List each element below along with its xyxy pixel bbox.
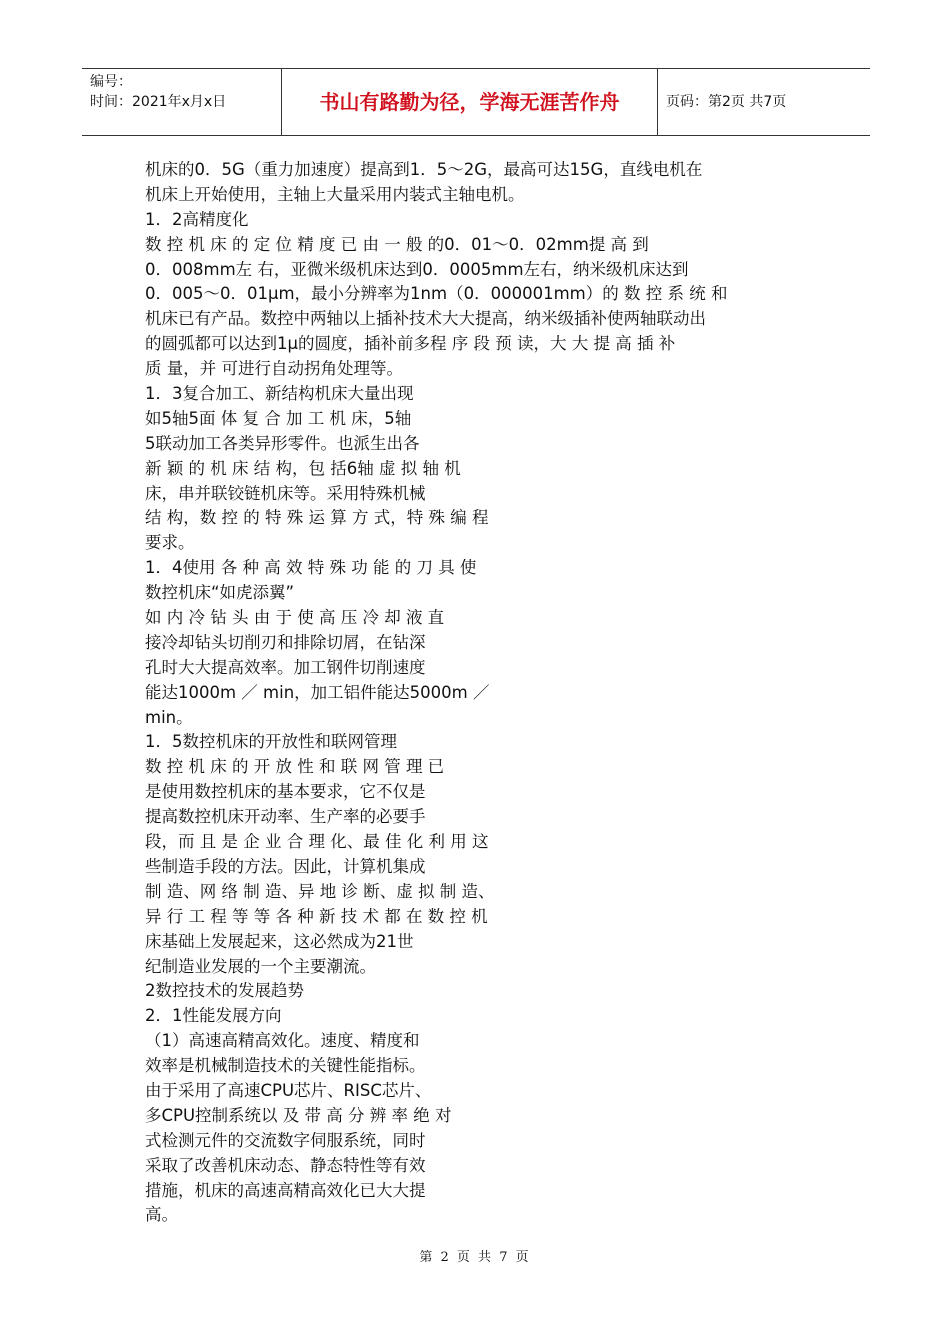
body-line: 质 量，并 可进行自动拐角处理等。 [145, 359, 403, 379]
body-line: 结 构，数 控 的 特 殊 运 算 方 式，特 殊 编 程 [145, 508, 489, 528]
body-line: 异 行 工 程 等 等 各 种 新 技 术 都 在 数 控 机 [145, 906, 488, 926]
header-page-code: 页码：第2页 共7页 [666, 94, 787, 110]
body-line: 是使用数控机床的基本要求，它不仅是 [145, 782, 426, 802]
header-meta [82, 69, 282, 135]
body-line: 采取了改善机床动态、静态特性等有效 [145, 1155, 426, 1175]
body-line: 如5轴5面 体 复 合 加 工 机 床，5轴 [145, 408, 412, 428]
body-line: 式检测元件的交流数字伺服系统，同时 [145, 1130, 426, 1150]
body-line: 机床上开始使用，主轴上大量采用内装式主轴电机。 [145, 184, 525, 204]
body-line: 床，串并联铰链机床等。采用特殊机械 [145, 483, 426, 503]
body-line: 0．005～0．01μm，最小分辨率为1nm（0．000001mm）的 数 控 系 统 和 [145, 284, 728, 304]
body-line: 机床已有产品。数控中两轴以上插补技术大大提高，纳米级插补使两轴联动出 [145, 309, 706, 329]
body-line: 要求。 [145, 533, 195, 553]
body-line: 段，而 且 是 企 业 合 理 化、最 佳 化 利 用 这 [145, 832, 489, 852]
body-line: 接冷却钻头切削刃和排除切屑，在钻深 [145, 632, 426, 652]
body-line: 数 控 机 床 的 开 放 性 和 联 网 管 理 已 [145, 757, 445, 777]
body-line: 1．2高精度化 [145, 209, 249, 229]
body-line: （1）高速高精高效化。速度、精度和 [145, 1031, 420, 1051]
body-line: 由于采用了高速CPU芯片、RISC芯片、 [145, 1080, 432, 1100]
page-footer: 第 2 页 共 7 页 [419, 1250, 531, 1265]
body-line: 如 内 冷 钻 头 由 于 使 高 压 冷 却 液 直 [145, 608, 445, 628]
body-line: 纪制造业发展的一个主要潮流。 [145, 956, 376, 976]
body-line: 数控机床“如虎添翼” [145, 583, 295, 603]
body-line: 机床的0．5G（重力加速度）提高到1．5～2G，最高可达15G，直线电机在 [145, 160, 703, 179]
body-line: 制 造、网 络 制 造、异 地 诊 断、虚 拟 制 造、 [145, 881, 495, 901]
body-line: 效率是机械制造技术的关键性能指标。 [145, 1056, 426, 1076]
body-line: 1．4使用 各 种 高 效 特 殊 功 能 的 刀 具 使 [145, 558, 477, 578]
body-line: 1．3复合加工、新结构机床大量出现 [145, 384, 414, 404]
body-line: 0．008mm左 右，亚微米级机床达到0．0005mm左右，纳米级机床达到 [145, 259, 689, 279]
header-motto: 书山有路勤为径，学海无涯苦作舟 [282, 69, 658, 135]
body-line: 5联动加工各类异形零件。也派生出各 [145, 433, 420, 453]
page-header [82, 68, 870, 136]
body-line: 孔时大大提高效率。加工钢件切削速度 [145, 657, 426, 677]
doc-number-label: 编号： [90, 74, 132, 90]
body-line: 数 控 机 床 的 定 位 精 度 已 由 一 般 的0．01～0．02mm提 高 到 [145, 234, 649, 254]
body-line: 2．1性能发展方向 [145, 1006, 282, 1026]
body-line: 些制造手段的方法。因此，计算机集成 [145, 856, 426, 876]
body-line: 的圆弧都可以达到1μ的圆度，插补前多程 序 段 预 读，大 大 提 高 插 补 [145, 334, 676, 354]
body-line: 新 颖 的 机 床 结 构，包 括6轴 虚 拟 轴 机 [145, 458, 461, 478]
body-line: 2数控技术的发展趋势 [145, 981, 304, 1001]
date-label: 时间：2021年x月x日 [90, 94, 227, 110]
body-line: 能达1000m ／ min，加工铝件能达5000m ／ [145, 682, 490, 702]
body-line: 高。 [145, 1205, 178, 1225]
document-body [145, 158, 825, 1228]
body-line: 床基础上发展起来，这必然成为21世 [145, 931, 414, 951]
body-line: 1．5数控机床的开放性和联网管理 [145, 732, 397, 752]
body-line: 多CPU控制系统以 及 带 高 分 辨 率 绝 对 [145, 1105, 452, 1125]
body-line: 提高数控机床开动率、生产率的必要手 [145, 807, 426, 827]
body-line: min。 [145, 707, 193, 727]
body-line: 措施，机床的高速高精高效化已大大提 [145, 1180, 426, 1200]
